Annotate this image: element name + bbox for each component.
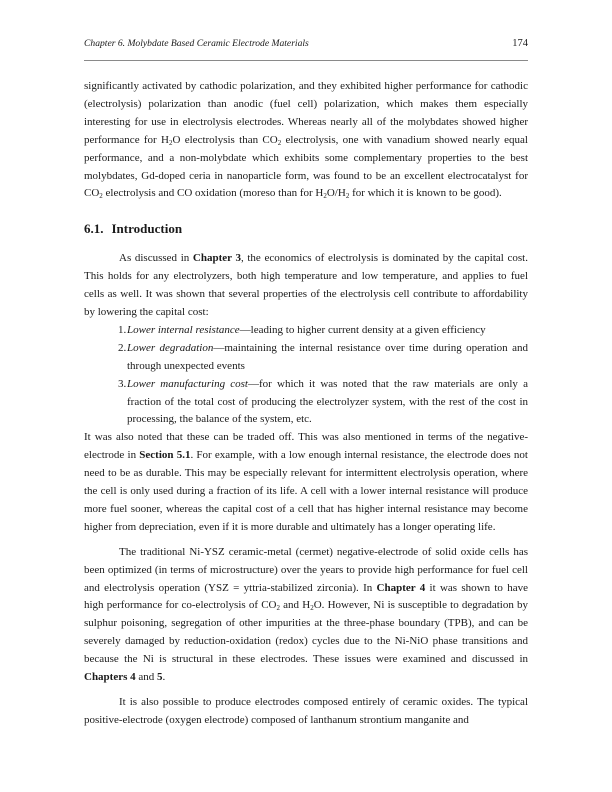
list-item-text: —for which it was noted that the raw materials are only a fraction of the total cost of producing the electrolyzer system, with the rest of the cost in processing, the balance of the system, etc. (127, 377, 528, 426)
paragraph-ni-ysz: The traditional Ni-YSZ ceramic-metal (cermet) negative-electrode of solid oxide cells has been optimized (in terms of microstructure) over the years to provide high performance for fuel cell and electrolysis operation (YSZ = yttria-stabilized zirconia). In Chapter 4 it was shown to have high performance for co-electrolysis of $CO_2$ and $H_2O$. However, Ni is susceptible to degradation by sulphur poisoning, segregation of other impurities at the three-phase boundary (TPB), and can be severely damaged by reduction-oxidation (redox) cycles due to the Ni-NiO phase transitions and because the Ni is structural in these electrodes. These issues were examined and discussed in Chapters 4 and 5. (84, 545, 529, 684)
paragraph-intro: As discussed in Chapter 3, the economics of electrolysis is dominated by the capital cost. This holds for any electrolyzers, both high temperature and low temperature, and applies to fuel cells as well. It was shown that several properties of the electrolysis cell contribute to affordability by lowering the capital cost: (84, 252, 528, 318)
section-heading (84, 220, 528, 238)
chapter-title: Chapter 6. Molybdate Based Ceramic Electrode Materials (84, 38, 309, 49)
section-title: Introduction (111, 221, 183, 237)
list-item-number: 3. (118, 377, 127, 390)
list-item-text: —leading to higher current density at a given efficiency (239, 323, 486, 336)
list-item-term: Lower manufacturing cost (127, 377, 248, 390)
list-item-term: Lower degradation (127, 341, 214, 354)
paragraph-continued: significantly activated by cathodic polarization, and they exhibited higher performance for cathodic (electrolysis) polarization than anodic (fuel cell) polarization, which makes them especially interesting for use in electrolysis electrodes. Whereas nearly all of the molybdates showed higher performance for $H_2O$ electrolysis than $CO_2$ electrolysis, one with vanadium showed nearly equal performance, and a non-molybdate which exhibits some complementary properties to the best molybdates, Gd-doped ceria in nanoparticle form, was found to be an excellent electrocatalyst for $CO_2$ electrolysis and CO oxidation (moreso than for $H_2O/H_2$ for which it is known to be good). (84, 80, 528, 201)
list-item-number: 1. (118, 323, 127, 336)
list-item-text: —maintaining the internal resistance over time during operation and through unexpected events (127, 341, 528, 372)
list-item (84, 340, 528, 376)
paragraph-tradeoff: It was also noted that these can be traded off. This was also mentioned in terms of the negative-electrode in Section 5.1. For example, with a low enough internal resistance, the electrode does not need to be as durable. This may be especially relevant for intermittent electrolysis operation, where the cell is only used during a fraction of its life. A cell with a lower internal resistance will produce more fuel sooner, whereas the capital cost of a cell that has higher internal resistance may become higher from depreciation, even if it is more durable and ultimately has a longer operating life. (84, 431, 528, 533)
running-header (84, 38, 528, 49)
list-item-term: Lower internal resistance (127, 323, 240, 336)
paragraph-ceramic-oxides: It is also possible to produce electrodes composed entirely of ceramic oxides. The typical positive-electrode (oxygen electrode) composed of lanthanum strontium manganite and (84, 696, 528, 726)
page-number: 174 (512, 38, 528, 49)
section-number: 6.1. (84, 221, 104, 237)
capital-cost-list (84, 322, 528, 429)
list-item (84, 376, 528, 430)
list-item-number: 2. (118, 341, 127, 354)
header-rule (84, 60, 528, 61)
body-text (84, 78, 528, 730)
list-item (84, 322, 528, 340)
